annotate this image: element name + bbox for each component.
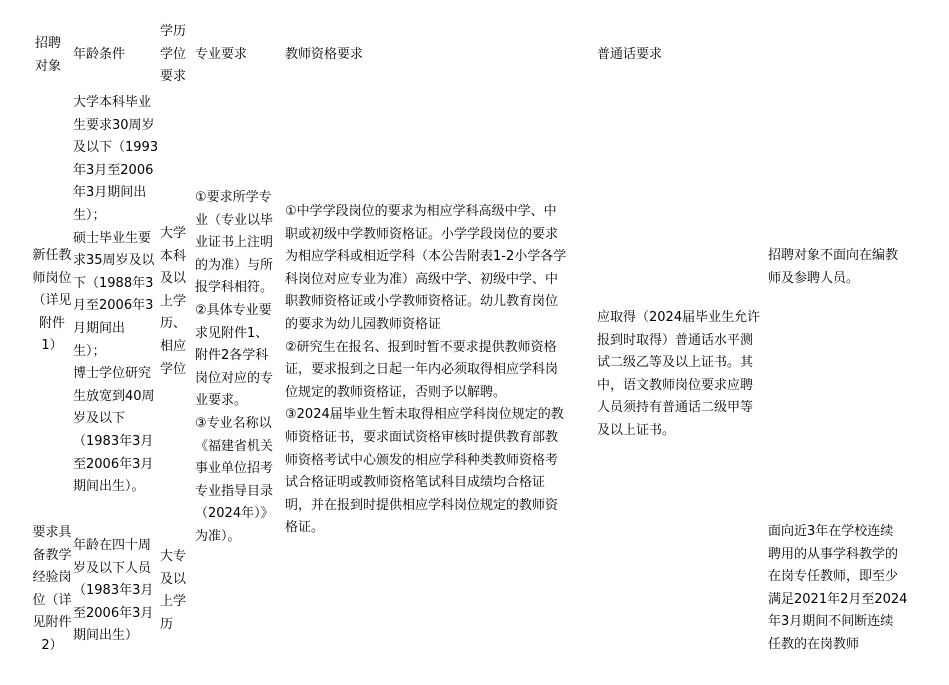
row1-teacher-cert: ①中学学段岗位的要求为相应学科高级中学、中 职或初级中学教师资格证。小学学段岗位的要求 为相应学科或相近学科（本公告附表1-2小学各学 科岗位对应专业为准）高级中学、初级中学、中 职教师资格证或小学教师资格证。幼儿教育岗位 的要求为幼儿园教师资格证 ②研究生在报名、报到时暂不要求提供教师资格 证，要求报到之日起一年内必须取得相应学科岗 位规定的教师资格证，否则予以解聘。 ③2024届毕业生暂未取得相应学科岗位规定的教 师资格证书，要求面试资格审核时提供教育部教 师资格考试中心颁发的相应学科种类教师资格考 试合格证明或教师资格笔试科目成绩均合格证 明，并在报到时提供相应学科岗位规定的教师资 格证。 bbox=[285, 204, 567, 536]
header-mandarin: 普通话要求 bbox=[597, 47, 663, 62]
header-target: 招聘 对象 bbox=[35, 36, 62, 74]
row1-age: 大学本科毕业 生要求30周岁 及以下（1993 年3月至2006 年3月期间出 生）； 硕士毕业生要 求35周岁及以 下（1988年3 月至2006年3 月期间出 生）； 博士学位研究 生放宽到40周 岁及以下 （1983年3月 至2006年3月 期间出生）。 bbox=[73, 95, 159, 495]
row1-mandarin: 应取得（2024届毕业生允许 报到时取得）普通话水平测 试二级乙等及以上证书。其 中，语文教师岗位要求应聘 人员须持有普通话二级甲等 及以上证书。 bbox=[597, 310, 761, 438]
header-edu: 学历 学位 要求 bbox=[160, 24, 187, 85]
row2-note: 面向近3年在学校连续 聘用的从事学科教学的 在岗专任教师，即至少 满足2021年2月至2024 年3月期间不间断连续 任教的在岗教师 bbox=[768, 524, 908, 652]
row1-edu: 大学 本科 及以 上学 历、 相应 学位 bbox=[160, 226, 187, 377]
header-major: 专业要求 bbox=[195, 47, 248, 62]
row2-target: 要求具 备教学 经验岗 位（详 见附件 2） bbox=[32, 525, 72, 653]
header-teacher-cert: 教师资格要求 bbox=[285, 47, 364, 62]
row1-target: 新任教 师岗位 （详见 附件 1） bbox=[32, 248, 72, 354]
row2-age: 年龄在四十周 岁及以下人员 （1983年3月 至2006年3月 期间出生） bbox=[73, 538, 154, 644]
row1-major: ①要求所学专 业（专业以毕 业证书上注明 的为准）与所 报学科相符。 ②具体专业要 求见附件1、 附件2各学科 岗位对应的专 业要求。 ③专业名称以 《福建省机关 事业单位招考 专业指导目录 （2024年）》 为准）。 bbox=[195, 190, 274, 544]
row2-edu: 大专 及以 上学 历 bbox=[160, 549, 187, 632]
header-age: 年龄条件 bbox=[73, 47, 126, 62]
row1-note: 招聘对象不面向在编教 师及参聘人员。 bbox=[768, 248, 899, 286]
